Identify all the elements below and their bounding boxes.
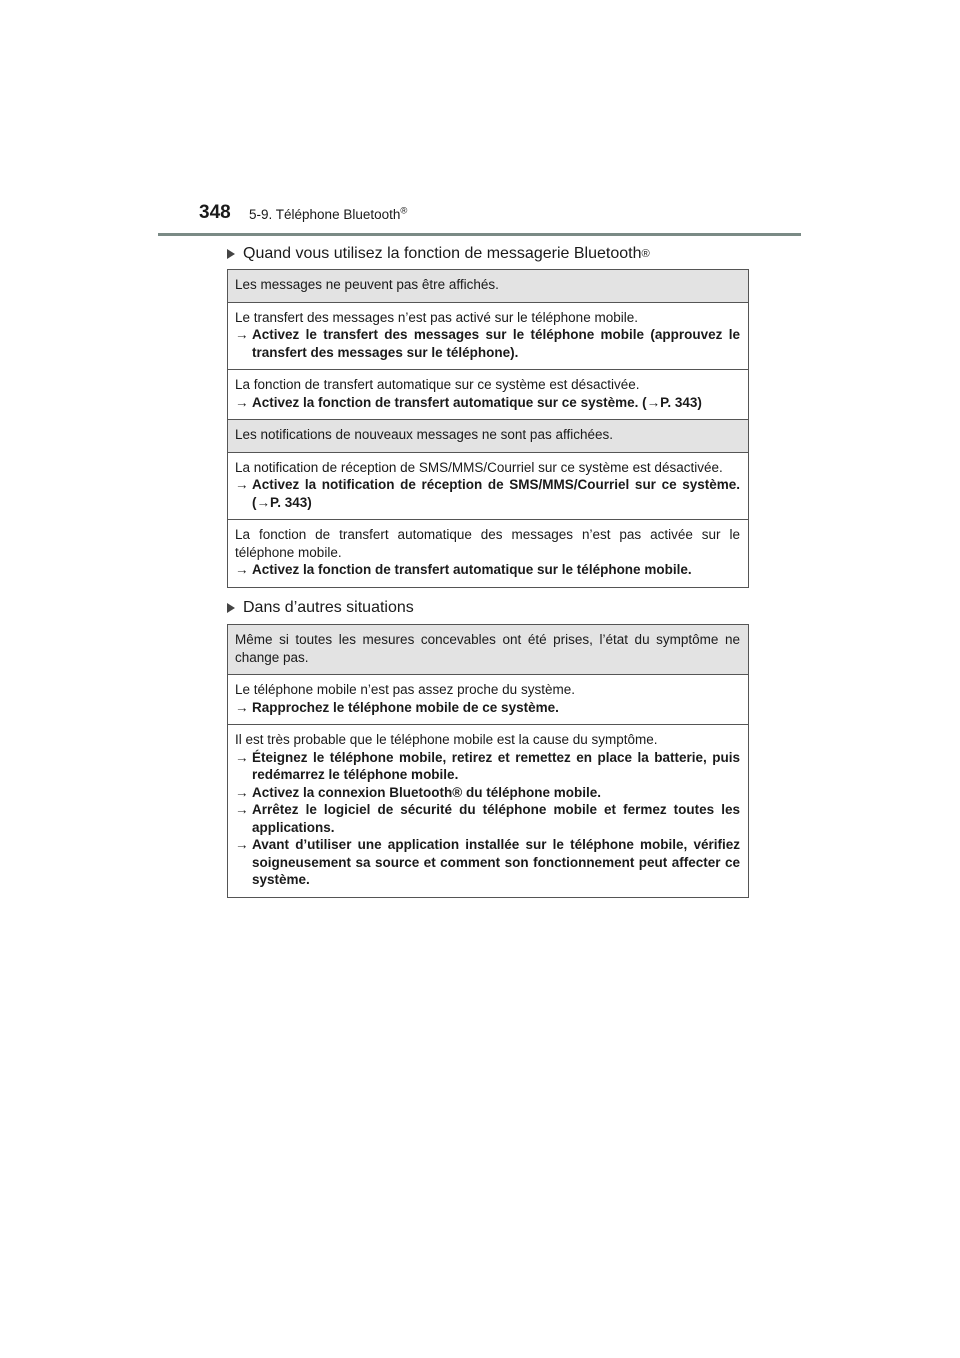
remedy-text: Éteignez le téléphone mobile, retirez et remettez en place la batterie, puis redémarrez le téléphone mobile. (252, 749, 740, 782)
cause-text: Il est très probable que le téléphone mobile est la cause du symptôme. (235, 732, 658, 747)
remedy-item (235, 326, 740, 361)
arrow-icon: → (235, 802, 249, 817)
triangle-bullet-icon (227, 603, 235, 613)
problem-row (228, 420, 748, 453)
arrow-icon: → (235, 784, 249, 800)
remedy-text: Activez la fonction de transfert automatique sur le téléphone mobile. (252, 562, 692, 577)
problem-row (228, 625, 748, 675)
arrow-icon: → (235, 749, 249, 765)
remedy-text: Activez le transfert des messages sur le téléphone mobile (approuvez le transfert des messages sur le téléphone). (252, 327, 740, 360)
remedy-text: Rapprochez le téléphone mobile de ce système. (252, 699, 559, 715)
remedy-text: Activez la fonction de transfert automatique sur ce système. (→P. 343) (252, 394, 702, 410)
cause-text: La notification de réception de SMS/MMS/Courriel sur ce système est désactivée. (235, 459, 723, 475)
cause-text: Le transfert des messages n’est pas activé sur le téléphone mobile. (235, 309, 638, 325)
page-header (0, 0, 960, 240)
arrow-icon: → (235, 562, 249, 577)
remedy-text: Avant d’utiliser une application installée sur le téléphone mobile, vérifiez soigneusement sa source et comment son fonctionnement peut affecter ce système. (252, 837, 740, 887)
cause-text: La fonction de transfert automatique sur ce système est désactivée. (235, 377, 640, 392)
arrow-icon: → (235, 394, 249, 410)
remedy-item (235, 836, 740, 889)
remedy-item (235, 561, 740, 579)
remedy-item (235, 699, 740, 717)
remedy-text: Activez la connexion Bluetooth® du téléphone mobile. (252, 784, 601, 800)
cause-text: La fonction de transfert automatique des messages n’est pas activée sur le téléphone mobile. (235, 527, 740, 560)
remedy-item (235, 394, 740, 412)
section-heading-other: Dans d’autres situations (227, 599, 414, 617)
cause-row (228, 725, 748, 898)
problem-text: Les messages ne peuvent pas être affichés. (235, 277, 499, 292)
problem-row (228, 270, 748, 303)
problem-text: Même si toutes les mesures concevables ont été prises, l’état du symptôme ne change pas. (235, 632, 740, 665)
problem-text: Les notifications de nouveaux messages ne sont pas affichées. (235, 427, 613, 442)
remedy-item (235, 749, 740, 784)
arrow-icon: → (235, 477, 249, 492)
arrow-icon: → (235, 837, 249, 852)
remedy-text: Activez la notification de réception de SMS/MMS/Courriel sur ce système. (→P. 343) (252, 477, 740, 510)
remedy-item (235, 784, 740, 802)
arrow-icon: → (235, 699, 249, 715)
troubleshooting-table-other (227, 624, 749, 898)
cause-row (228, 453, 748, 521)
page-number: 348 (199, 202, 231, 223)
chapter-title: 5-9. Téléphone Bluetooth® (249, 205, 408, 222)
cause-row (228, 303, 748, 371)
cause-text: Le téléphone mobile n’est pas assez proche du système. (235, 682, 575, 697)
triangle-bullet-icon (227, 249, 235, 259)
arrow-icon: → (235, 327, 249, 342)
remedy-item (235, 476, 740, 511)
remedy-text: Arrêtez le logiciel de sécurité du téléphone mobile et fermez toutes les applications. (252, 802, 740, 835)
troubleshooting-table-messaging (227, 269, 749, 588)
cause-row (228, 520, 748, 588)
remedy-item (235, 801, 740, 836)
cause-row (228, 675, 748, 725)
header-rule (158, 233, 801, 236)
section-heading-messaging: Quand vous utilisez la fonction de messagerie Bluetooth ® (227, 245, 650, 263)
cause-row (228, 370, 748, 420)
